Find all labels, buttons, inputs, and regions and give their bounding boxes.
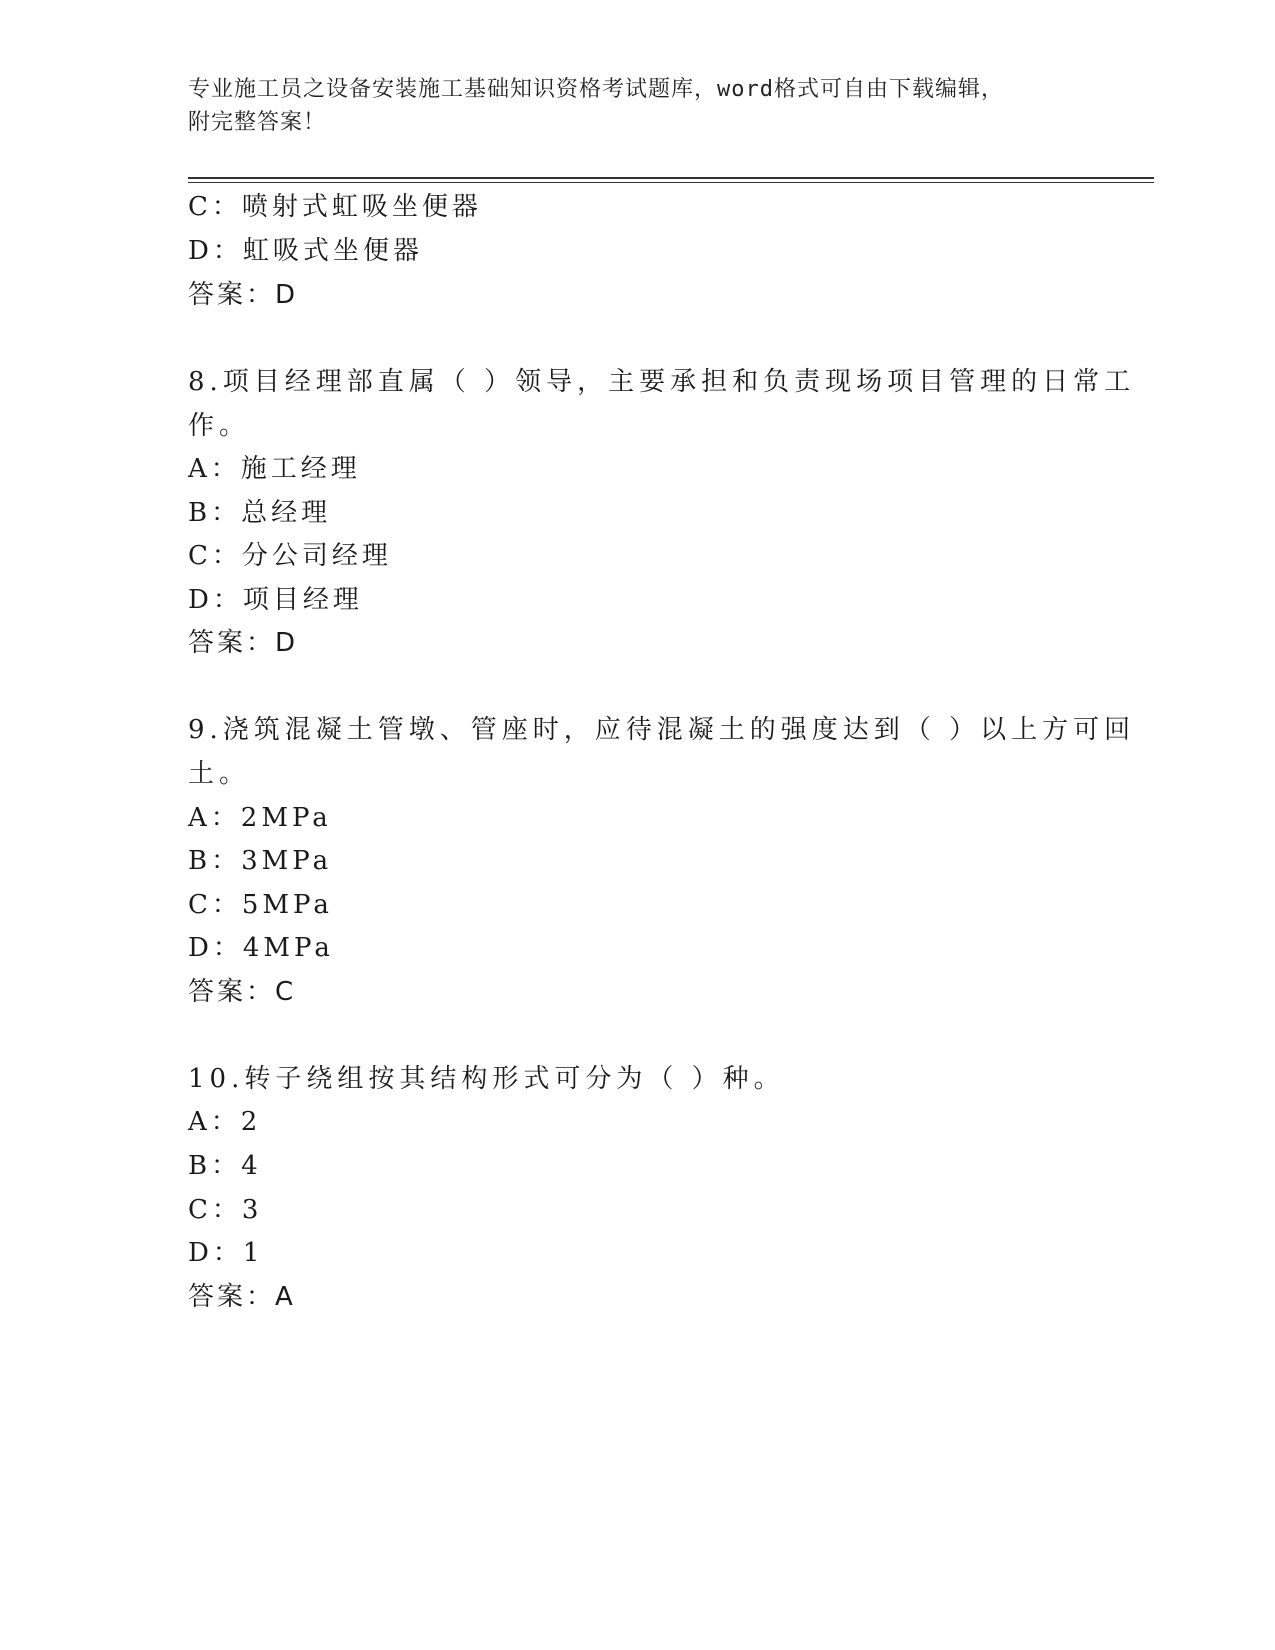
question-10-option-a: A：2 bbox=[188, 1107, 262, 1137]
question-10-option-c: C：3 bbox=[188, 1195, 263, 1225]
question-8-stem-line-2: 作。 bbox=[188, 411, 251, 441]
question-9-option-b: B：3MPa bbox=[188, 846, 333, 876]
question-10-stem-line-1: 10.转子绕组按其结构形式可分为（ ）种。 bbox=[188, 1064, 785, 1094]
question-10-answer: 答案：A bbox=[188, 1282, 296, 1312]
question-8-answer: 答案：D bbox=[188, 628, 299, 658]
question-10-option-d: D：1 bbox=[188, 1238, 264, 1268]
question-10-option-b: B：4 bbox=[188, 1151, 262, 1181]
header-line-2: 附完整答案！ bbox=[188, 110, 327, 135]
option-d: D：虹吸式坐便器 bbox=[188, 236, 423, 266]
question-9-stem-line-1: 9.浇筑混凝土管墩、管座时，应待混凝土的强度达到（ ）以上方可回 bbox=[188, 715, 1136, 745]
question-9-answer: 答案：C bbox=[188, 977, 297, 1007]
question-8-option-c: C：分公司经理 bbox=[188, 541, 392, 571]
header-line-1: 专业施工员之设备安装施工基础知识资格考试题库，word格式可自由下载编辑， bbox=[188, 77, 1004, 102]
question-9-option-c: C：5MPa bbox=[188, 890, 333, 920]
answer-line: 答案：D bbox=[188, 280, 299, 310]
question-8-option-b: B：总经理 bbox=[188, 498, 332, 528]
question-8-option-a: A：施工经理 bbox=[188, 454, 361, 484]
question-8-option-d: D：项目经理 bbox=[188, 585, 363, 615]
question-9-option-a: A：2MPa bbox=[188, 803, 332, 833]
header-divider bbox=[188, 177, 1154, 179]
page-header bbox=[188, 73, 1088, 139]
question-9-stem-line-2: 土。 bbox=[188, 759, 251, 789]
option-c: C：喷射式虹吸坐便器 bbox=[188, 192, 482, 222]
question-8-stem-line-1: 8.项目经理部直属（ ）领导，主要承担和负责现场项目管理的日常工 bbox=[188, 367, 1136, 397]
header-divider-thin bbox=[188, 182, 1154, 183]
question-9-option-d: D：4MPa bbox=[188, 933, 334, 963]
